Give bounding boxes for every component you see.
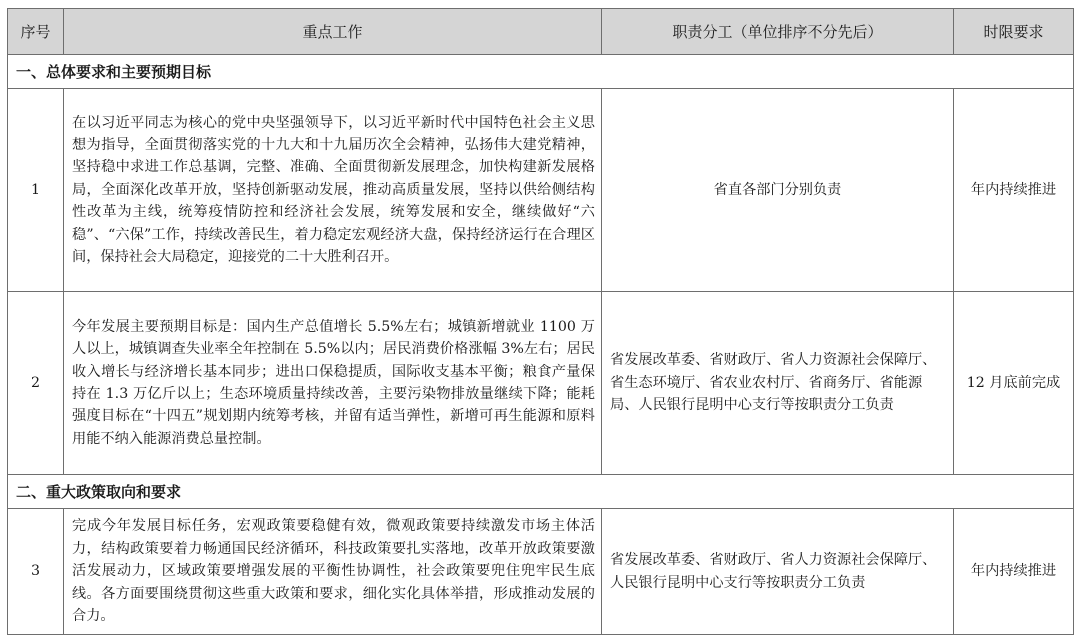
section-title: 一、总体要求和主要预期目标 [8, 55, 1074, 89]
section-title: 二、重大政策取向和要求 [8, 475, 1074, 509]
header-responsibility: 职责分工（单位排序不分先后） [602, 9, 954, 55]
row-key-work: 今年发展主要预期目标是：国内生产总值增长 5.5%左右；城镇新增就业 1100 万人以上，城镇调查失业率全年控制在 5.5%以内；居民消费价格涨幅 3%左右；居民收入增长与经济增长基本同步；进出口保稳提质，国际收支基本平衡；粮食产量保持在 1.3 万亿斤以上；生态环境质量持续改善，主要污染物排放量继续下降；能耗强度目标在“十四五”规划期内统筹考核，并留有适当弹性，新增可再生能源和原料用能不纳入能源消费总量控制。 [64, 292, 602, 475]
section-row [8, 55, 1074, 89]
table-row [8, 509, 1074, 635]
row-responsibility: 省发展改革委、省财政厅、省人力资源社会保障厅、省生态环境厅、省农业农村厅、省商务厅、省能源局、人民银行昆明中心支行等按职责分工负责 [602, 292, 954, 475]
row-deadline: 年内持续推进 [954, 89, 1074, 292]
header-row [8, 9, 1074, 55]
row-key-work: 在以习近平同志为核心的党中央坚强领导下，以习近平新时代中国特色社会主义思想为指导，全面贯彻落实党的十九大和十九届历次全会精神，弘扬伟大建党精神，坚持稳中求进工作总基调，完整、准确、全面贯彻新发展理念，加快构建新发展格局，全面深化改革开放，坚持创新驱动发展，推动高质量发展，坚持以供给侧结构性改革为主线，统筹疫情防控和经济社会发展，统筹发展和安全，继续做好“六稳”、“六保”工作，持续改善民生，着力稳定宏观经济大盘，保持经济运行在合理区间，保持社会大局稳定，迎接党的二十大胜利召开。 [64, 89, 602, 292]
header-serial: 序号 [8, 9, 64, 55]
row-serial: 1 [8, 89, 64, 292]
row-responsibility: 省直各部门分别负责 [602, 89, 954, 292]
table-row [8, 292, 1074, 475]
task-table [7, 8, 1074, 635]
row-responsibility: 省发展改革委、省财政厅、省人力资源社会保障厅、人民银行昆明中心支行等按职责分工负责 [602, 509, 954, 635]
row-deadline: 年内持续推进 [954, 509, 1074, 635]
table-row [8, 89, 1074, 292]
row-key-work: 完成今年发展目标任务，宏观政策要稳健有效，微观政策要持续激发市场主体活力，结构政策要着力畅通国民经济循环，科技政策要扎实落地，改革开放政策要激活发展动力，区域政策要增强发展的平衡性协调性，社会政策要兜住兜牢民生底线。各方面要围绕贯彻这些重大政策和要求，细化实化具体举措，形成推动发展的合力。 [64, 509, 602, 635]
row-serial: 2 [8, 292, 64, 475]
task-table-container [7, 8, 1073, 635]
section-row [8, 475, 1074, 509]
row-deadline: 12 月底前完成 [954, 292, 1074, 475]
header-key-work: 重点工作 [64, 9, 602, 55]
header-deadline: 时限要求 [954, 9, 1074, 55]
row-serial: 3 [8, 509, 64, 635]
